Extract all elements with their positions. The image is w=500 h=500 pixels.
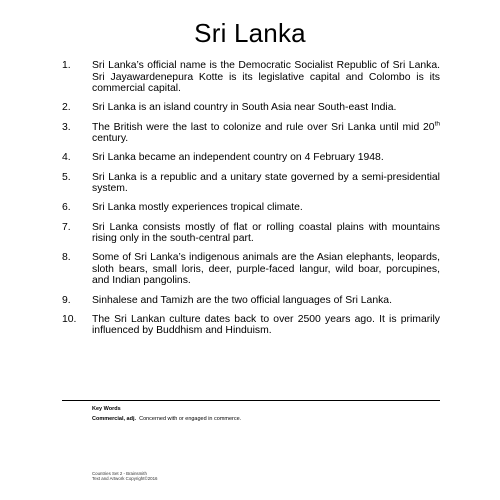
fact-item-2	[62, 102, 440, 114]
fact-item-8	[62, 252, 440, 287]
fact-number: 1.	[62, 60, 71, 71]
fact-number: 10.	[62, 313, 77, 325]
fact-text: Some of Sri Lanka’s indigenous animals are the Asian elephants, leopards, sloth bears, small loris, deer, purple-faced langur, wild boar, porcupines, and Indian pangolins.	[92, 252, 440, 287]
fact-number: 7.	[62, 221, 71, 233]
fact-item-6	[62, 202, 440, 214]
fact-number: 4.	[62, 152, 71, 164]
fact-number: 6.	[62, 202, 71, 214]
fact-text	[92, 122, 440, 145]
fact-text: The Sri Lankan culture dates back to over 2500 years ago. It is primarily influenced by Buddhism and Hinduism.	[92, 313, 440, 337]
fact-item-5	[62, 172, 440, 195]
footer-line: Countries Set 2 - Brainsmith	[92, 471, 147, 476]
fact-text: Sri Lanka mostly experiences tropical climate.	[92, 202, 303, 214]
footer-line: Text and Artwork Copyright©2016	[92, 476, 158, 482]
copyright-footer	[92, 471, 157, 482]
fact-number: 2.	[62, 102, 71, 114]
fact-item-7	[62, 222, 440, 245]
fact-number: 5.	[62, 171, 71, 183]
fact-number: 3.	[62, 121, 71, 133]
facts-list	[62, 60, 440, 345]
fact-item-3	[62, 122, 440, 145]
fact-text-part: century.	[92, 133, 129, 145]
key-word-meaning: Concerned with or engaged in commerce.	[139, 416, 242, 422]
fact-number: 9.	[62, 294, 71, 306]
fact-item-4	[62, 152, 440, 164]
key-word-term: Commercial, adj.	[92, 416, 137, 422]
fact-item-1	[62, 60, 440, 95]
fact-text-part: The British were the last to colonize and rule over Sri Lanka until mid 20	[92, 121, 435, 133]
fact-text: Sri Lanka became an independent country on 4 February 1948.	[92, 152, 384, 164]
fact-text: Sri Lanka consists mostly of flat or rolling coastal plains with mountains rising only in the south-central part.	[92, 221, 440, 245]
fact-text: Sri Lanka is an island country in South Asia near South-east India.	[92, 102, 397, 114]
ordinal-suffix: th	[434, 120, 440, 128]
fact-text: Sri Lanka’s official name is the Democratic Socialist Republic of Sri Lanka. Sri Jayawardenepura Kotte is its legislative capital and Colombo is its commercial capital.	[92, 60, 440, 95]
fact-number: 8.	[62, 252, 71, 264]
key-words-divider	[62, 400, 440, 401]
fact-text: Sri Lanka is a republic and a unitary state governed by a semi-presidential system.	[92, 171, 440, 195]
page-title: Sri Lanka	[194, 18, 306, 48]
key-words-heading: Key Words	[92, 406, 121, 412]
fact-item-9	[62, 295, 440, 307]
key-word-definition	[92, 416, 241, 422]
fact-item-10	[62, 314, 440, 337]
fact-text: Sinhalese and Tamizh are the two official languages of Sri Lanka.	[92, 294, 392, 306]
